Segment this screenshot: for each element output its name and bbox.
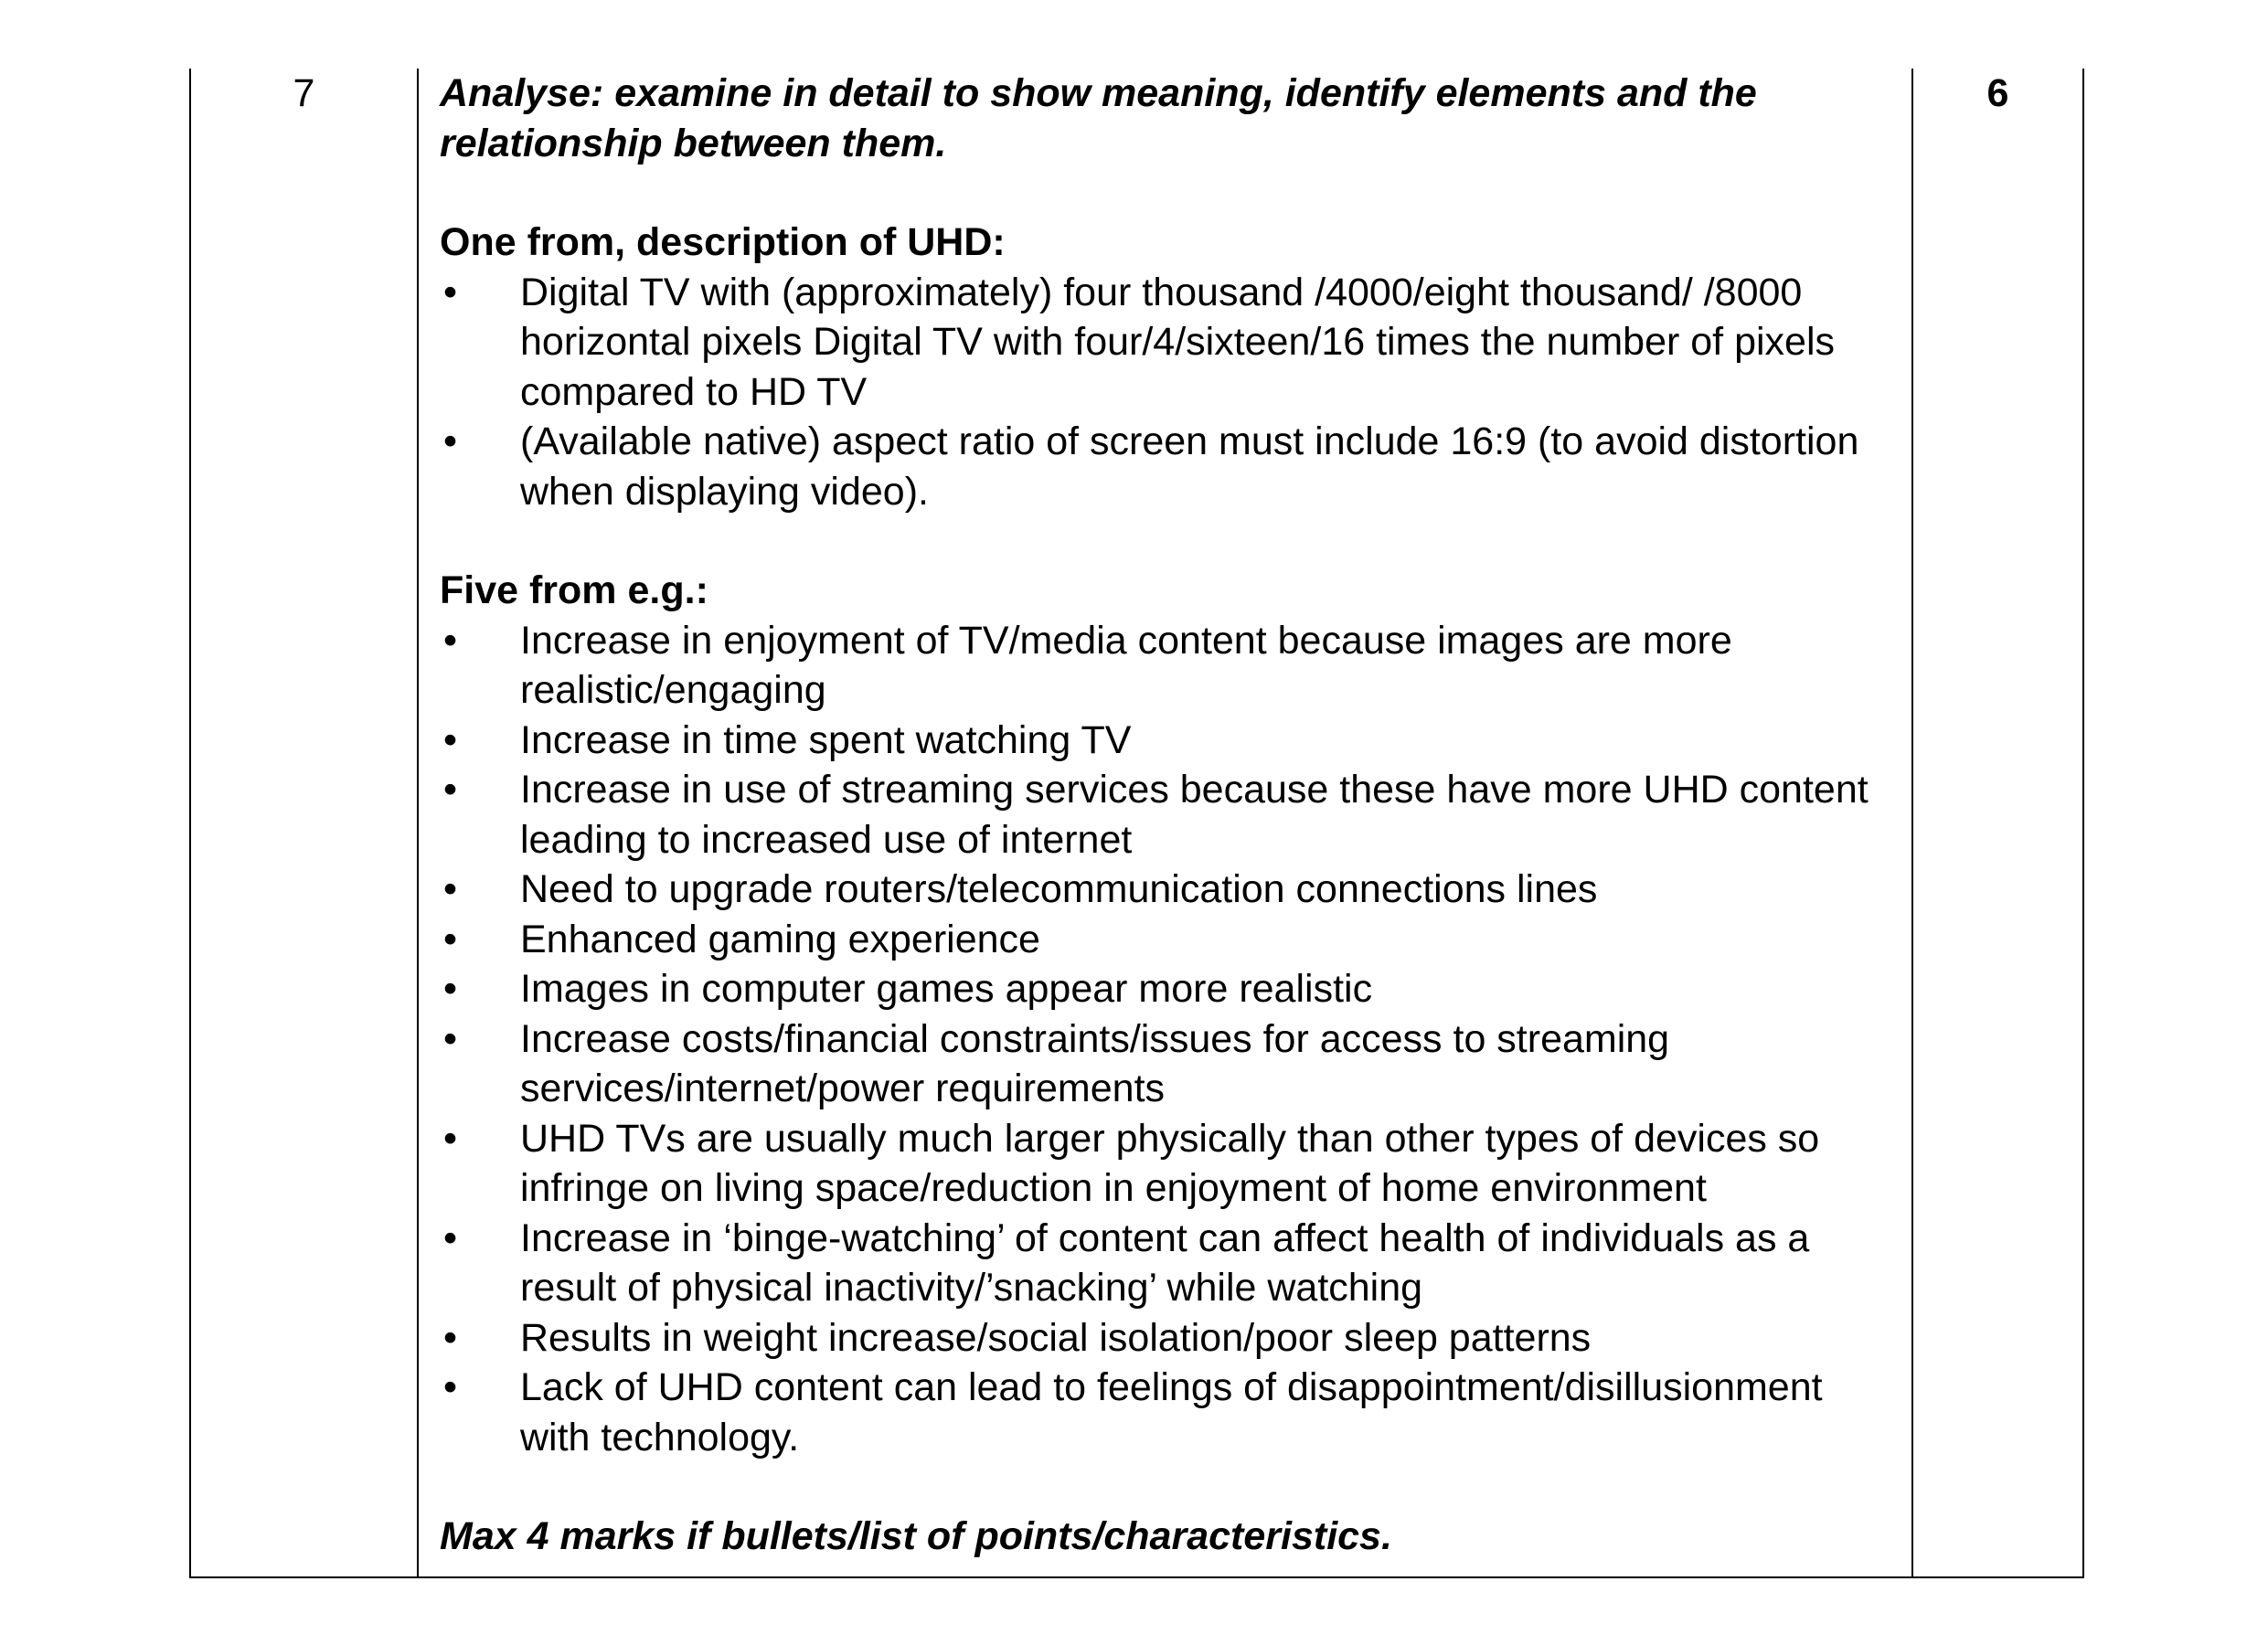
bullet-icon: • bbox=[443, 867, 458, 911]
bullet-icon: • bbox=[443, 1315, 458, 1360]
list-item: • Enhanced gaming experience bbox=[440, 915, 1902, 965]
bullet-icon: • bbox=[443, 618, 458, 663]
bullet-icon: • bbox=[443, 1016, 458, 1061]
section-title-uhd-description: One from, description of UHD: bbox=[440, 220, 1006, 264]
bullet-icon: • bbox=[443, 917, 458, 961]
list-item: • Digital TV with (approximately) four thousand /4000/eight thousand/ /8000 horizontal pixels Digital TV with four/4/sixteen/16 times the number of pixels compared to HD TV bbox=[440, 268, 1902, 418]
bullet-icon: • bbox=[443, 1215, 458, 1260]
uhd-description-list bbox=[440, 268, 1902, 517]
list-item: • Increase costs/financial constraints/issues for access to streaming services/internet/power requirements bbox=[440, 1014, 1902, 1114]
list-item: • Increase in ‘binge-watching’ of content can affect health of individuals as a result of physical inactivity/’snacking’ while watching bbox=[440, 1214, 1902, 1313]
mark-scheme-table bbox=[189, 69, 2084, 1578]
column-divider bbox=[1911, 69, 1913, 1576]
bullet-icon: • bbox=[443, 270, 458, 314]
list-item: • Images in computer games appear more realistic bbox=[440, 964, 1902, 1014]
bullet-icon: • bbox=[443, 419, 458, 463]
marks-value: 6 bbox=[1986, 71, 2009, 115]
list-item: • Increase in enjoyment of TV/media content because images are more realistic/engaging bbox=[440, 616, 1902, 716]
bullet-icon: • bbox=[443, 1365, 458, 1409]
bullet-icon: • bbox=[443, 717, 458, 762]
bullet-icon: • bbox=[443, 768, 458, 812]
answer-content bbox=[440, 69, 1902, 1562]
bullet-icon: • bbox=[443, 1116, 458, 1161]
column-divider bbox=[417, 69, 419, 1576]
list-item: • UHD TVs are usually much larger physically than other types of devices so infringe on living space/reduction in enjoyment of home environment bbox=[440, 1114, 1902, 1214]
list-item: • Increase in use of streaming services because these have more UHD content leading to increased use of internet bbox=[440, 765, 1902, 865]
list-item: • Lack of UHD content can lead to feelings of disappointment/disillusionment with technology. bbox=[440, 1363, 1902, 1462]
list-item: • Increase in time spent watching TV bbox=[440, 716, 1902, 766]
list-item: • (Available native) aspect ratio of screen must include 16:9 (to avoid distortion when displaying video). bbox=[440, 417, 1902, 516]
question-number: 7 bbox=[293, 71, 315, 115]
command-word-definition: Analyse: examine in detail to show meaning, identify elements and the relationship between them. bbox=[440, 71, 1757, 165]
bullet-icon: • bbox=[443, 967, 458, 1011]
list-item: • Results in weight increase/social isolation/poor sleep patterns bbox=[440, 1313, 1902, 1364]
section-title-examples: Five from e.g.: bbox=[440, 568, 708, 612]
list-item: • Need to upgrade routers/telecommunication connections lines bbox=[440, 865, 1902, 915]
max-marks-note: Max 4 marks if bullets/list of points/characteristics. bbox=[440, 1514, 1392, 1558]
examples-list bbox=[440, 616, 1902, 1463]
